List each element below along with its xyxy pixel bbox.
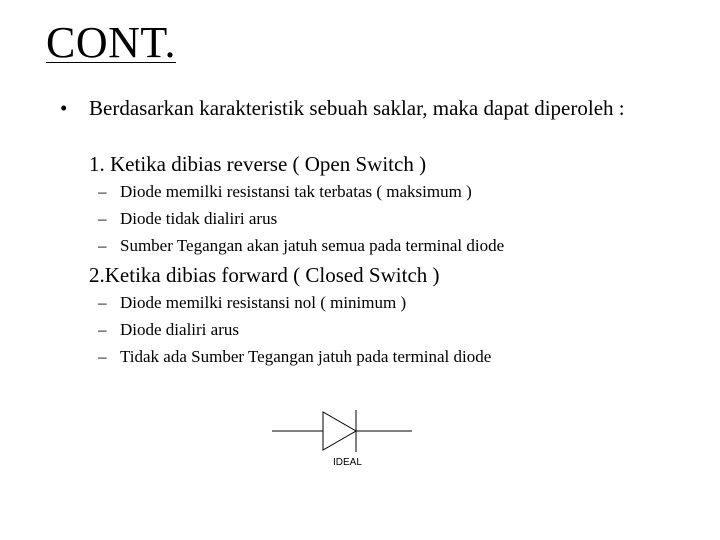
dash-icon: – [98, 320, 107, 339]
list-item-text: Tidak ada Sumber Tegangan jatuh pada terminal diode [120, 347, 492, 366]
main-bullet-text: Berdasarkan karakteristik sebuah saklar, maka dapat diperoleh : [89, 96, 625, 120]
section-heading-forward: 2.Ketika dibias forward ( Closed Switch ) [89, 263, 440, 287]
list-item-text: Diode dialiri arus [120, 320, 239, 339]
dash-icon: – [98, 209, 107, 228]
list-item-text: Diode memilki resistansi tak terbatas ( maksimum ) [120, 182, 472, 201]
list-item-text: Diode tidak dialiri arus [120, 209, 278, 228]
list-item-text: Diode memilki resistansi nol ( minimum ) [120, 293, 407, 312]
dash-icon: – [98, 236, 107, 255]
diode-triangle [323, 412, 356, 450]
slide-title: CONT. [46, 18, 177, 67]
diagram-label: IDEAL [333, 457, 362, 468]
dash-icon: – [98, 293, 107, 312]
bullet-icon: • [60, 96, 68, 120]
dash-icon: – [98, 182, 107, 201]
list-item-text: Sumber Tegangan akan jatuh semua pada terminal diode [120, 236, 505, 255]
dash-icon: – [98, 347, 107, 366]
section-heading-reverse: 1. Ketika dibias reverse ( Open Switch ) [89, 152, 427, 176]
